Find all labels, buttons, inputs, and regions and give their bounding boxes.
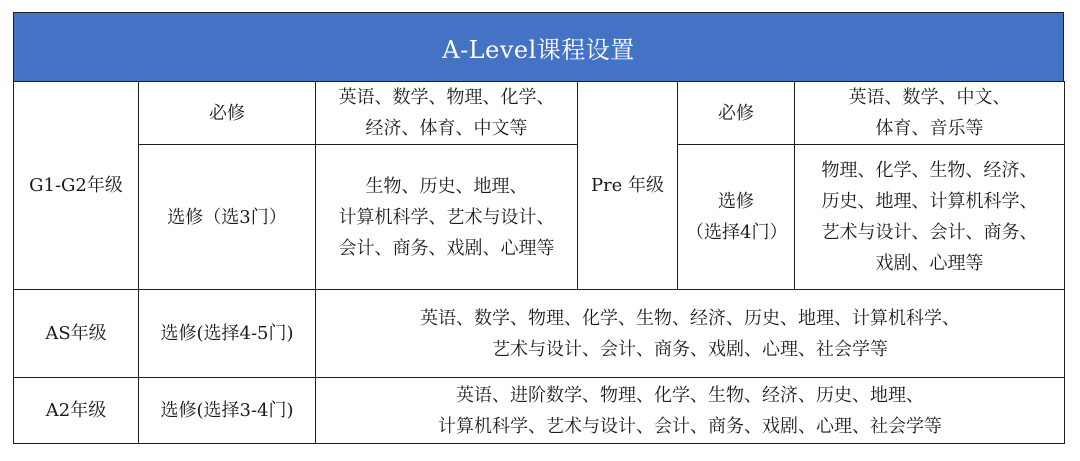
pre-required-subjects [795,82,1065,145]
a2-elective-label: 选修(选择3-4门) [139,378,316,444]
g1g2-elective-line-1: 生物、历史、地理、 [365,175,528,197]
g1g2-elective-subjects [316,145,578,290]
pre-required-label: 必修 [678,82,795,145]
a2-grade-cell: A2年级 [14,378,139,444]
as-subjects-line-1: 英语、数学、物理、化学、生物、经济、历史、地理、计算机科学、 [420,307,960,329]
pre-required-line-1: 英语、数学、中文、 [848,87,1011,108]
table-title: A-Level课程设置 [13,12,1064,81]
g1g2-elective-line-2: 计算机科学、艺术与设计、 [338,206,555,228]
g1g2-elective-line-3: 会计、商务、戏剧、心理等 [338,237,555,259]
g1g2-required-label: 必修 [139,82,316,145]
g1g2-elective-label: 选修（选3门） [139,145,316,290]
table-row [14,290,1065,378]
table-row [14,145,1065,290]
as-subjects-line-2: 艺术与设计、会计、商务、戏剧、心理、社会学等 [492,338,888,360]
g1g2-grade-cell: G1-G2年级 [14,82,139,290]
pre-elective-label [678,145,795,290]
table-row [14,378,1065,444]
a2-subjects [316,378,1065,444]
pre-elective-label-line-2: （选择4门） [686,222,788,243]
pre-elective-label-line-1: 选修 [718,191,754,212]
pre-elective-line-2: 历史、地理、计算机科学、 [821,191,1038,212]
as-elective-label: 选修(选择4-5门) [139,290,316,378]
as-grade-cell: AS年级 [14,290,139,378]
pre-elective-subjects [795,145,1065,290]
course-table [13,81,1065,444]
a2-subjects-line-2: 计算机科学、艺术与设计、会计、商务、戏剧、心理、社会学等 [438,415,942,437]
g1g2-required-subjects [316,82,578,145]
course-table-container [13,12,1064,444]
pre-elective-line-1: 物理、化学、生物、经济、 [821,160,1038,181]
pre-elective-line-3: 艺术与设计、会计、商务、 [821,222,1038,243]
pre-elective-line-4: 戏剧、心理等 [875,253,984,274]
table-row [14,82,1065,145]
g1g2-required-line-2: 经济、体育、中文等 [365,118,528,139]
pre-required-line-2: 体育、音乐等 [875,118,984,139]
pre-grade-cell: Pre 年级 [578,82,678,290]
as-subjects [316,290,1065,378]
g1g2-required-line-1: 英语、数学、物理、化学、 [338,87,555,108]
a2-subjects-line-1: 英语、进阶数学、物理、化学、生物、经济、历史、地理、 [456,384,924,406]
